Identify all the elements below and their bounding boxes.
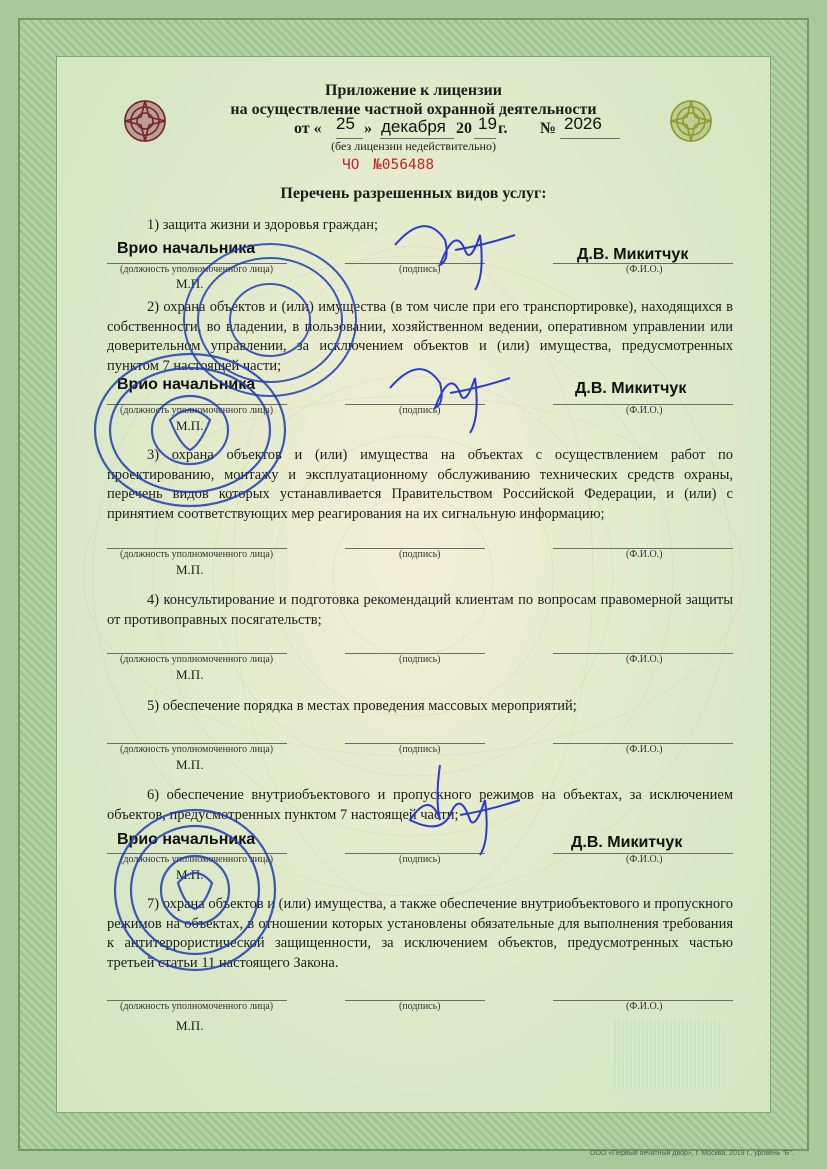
date-prefix: от « (294, 120, 322, 137)
service-1-text: 1) защита жизни и здоровья граждан; (147, 217, 379, 233)
service-3-fio-caption: (Ф.И.О.) (626, 549, 663, 560)
date-year-suffix: г. (498, 120, 508, 137)
number-sign: № (540, 120, 557, 137)
service-2-text: 2) охрана объектов и (или) имущества (в том числе при его транспортировке), находящихся в собственности, во владении, в пользовании, хозяйственном ведении, оперативном управлении или доверительном управлении, за исключением объектов и (или) имущества, предусмотренных пунктом 7 настоящей части; (107, 299, 733, 374)
service-4-text: 4) консультирование и подготовка рекомендаций клиентам по вопросам правомерной защиты от противоправных посягательств; (107, 592, 733, 628)
service-7-fio-caption: (Ф.И.О.) (626, 1001, 663, 1012)
service-6-mp: М.П. (176, 867, 204, 882)
service-7-position-caption: (должность уполномоченного лица) (120, 1001, 274, 1012)
service-5-signature-caption: (подпись) (399, 744, 441, 755)
service-5-fio-caption: (Ф.И.О.) (626, 744, 663, 755)
official-seal-2 (90, 350, 290, 510)
service-1-fio-caption: (Ф.И.О.) (626, 264, 663, 275)
service-4-mp: М.П. (176, 667, 204, 682)
serial-prefix: ЧО (342, 157, 360, 173)
service-1-name: Д.В. Микитчук (577, 246, 689, 263)
service-2-position-caption: (должность уполномоченного лица) (120, 405, 274, 416)
service-2-fio-caption: (Ф.И.О.) (626, 405, 663, 416)
signature-1 (385, 205, 525, 295)
service-5-mp: М.П. (176, 757, 204, 772)
service-3-mp: М.П. (176, 562, 204, 577)
service-6-text: 6) обеспечение внутриобъектового и пропускного режимов на объектах, за исключением объектов, предусмотренных пунктом 7 настоящей части; (107, 787, 733, 823)
hologram-area (612, 1020, 722, 1090)
service-1-signature-caption: (подпись) (399, 264, 441, 275)
service-7-text: 7) охрана объектов и (или) имущества, а также обеспечение внутриобъектового и пропускного режимов на объектах, в отношении которых установлены обязательные для выполнения требования к антитеррористической защищенности, за исключением объектов, предусмотренных частью третьей статьи 11 настоящего Закона. (107, 896, 733, 971)
serial-number: №056488 (373, 157, 435, 173)
service-2-position: Врио начальника (117, 376, 256, 393)
service-3-signature-caption: (подпись) (399, 549, 441, 560)
service-7-mp: М.П. (176, 1018, 204, 1033)
date-year: 19 (478, 114, 497, 133)
services-list-title: Перечень разрешенных видов услуг: (280, 185, 547, 202)
service-1-position-caption: (должность уполномоченного лица) (120, 264, 274, 275)
validity-note: (без лицензии недействительно) (331, 139, 496, 153)
service-6-position: Врио начальника (117, 831, 256, 848)
service-3-text: 3) охрана объектов и (или) имущества на объектах с осуществлением работ по проектированию, монтажу и эксплуатационному обслуживанию технических средств охраны, перечень видов которых устанавливается Правительством Российской Федерации, и (или) с принятием соответствующих мер реагирования на их сигнальную информацию; (107, 447, 733, 522)
printer-footer: ООО «Первый печатный двор», г. Москва, 2019 г., уровень "Б". (590, 1150, 794, 1157)
title-line-2: на осуществление частной охранной деятельности (230, 101, 597, 118)
service-7-signature-caption: (подпись) (399, 1001, 441, 1012)
license-number: 2026 (564, 114, 602, 133)
date-quote-close: » (364, 120, 372, 137)
service-3-position-caption: (должность уполномоченного лица) (120, 549, 274, 560)
service-6-fio-caption: (Ф.И.О.) (626, 854, 663, 865)
service-2-mp: М.П. (176, 418, 204, 433)
service-2-name: Д.В. Микитчук (575, 380, 687, 397)
title-line-1: Приложение к лицензии (325, 82, 502, 99)
service-4-signature-caption: (подпись) (399, 654, 441, 665)
signature-3 (390, 760, 530, 860)
service-6-position-caption: (должность уполномоченного лица) (120, 854, 274, 865)
official-seal-3 (110, 805, 280, 975)
service-1-mp: М.П. (176, 276, 204, 291)
service-5-text: 5) обеспечение порядка в местах проведения массовых мероприятий; (147, 698, 577, 714)
signature-2 (380, 348, 520, 438)
date-month: декабря (381, 117, 446, 136)
service-2-signature-caption: (подпись) (399, 405, 441, 416)
service-6-signature-caption: (подпись) (399, 854, 441, 865)
date-day: 25 (336, 114, 355, 133)
service-4-fio-caption: (Ф.И.О.) (626, 654, 663, 665)
service-4-position-caption: (должность уполномоченного лица) (120, 654, 274, 665)
service-5-position-caption: (должность уполномоченного лица) (120, 744, 274, 755)
service-6-name: Д.В. Микитчук (571, 834, 683, 851)
date-year-prefix: 20 (456, 120, 472, 137)
service-1-position: Врио начальника (117, 240, 256, 257)
